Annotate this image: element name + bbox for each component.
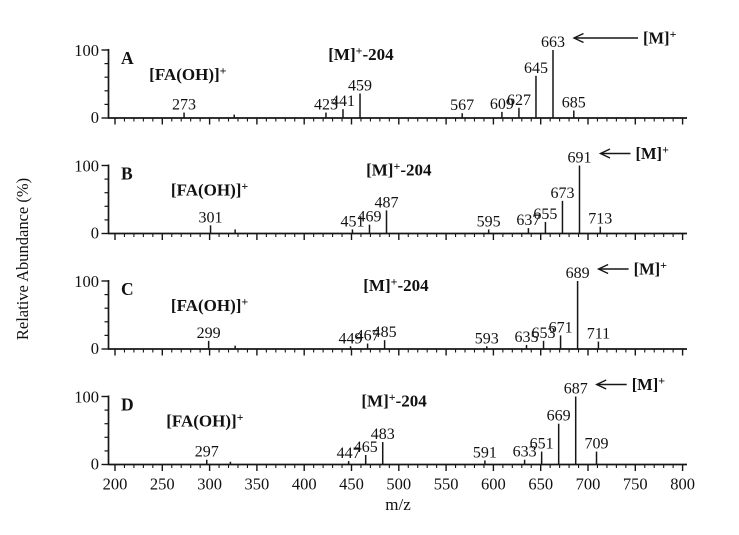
- spectrum-panel-A: [74, 27, 687, 127]
- peak-label-567: 567: [450, 97, 475, 115]
- molecular-ion-annotation: [M]+: [642, 27, 677, 48]
- peak-label-273: 273: [172, 96, 197, 114]
- peak-label-651: 651: [529, 435, 554, 453]
- panel-letter-B: B: [121, 163, 133, 184]
- molecular-ion-annotation: [M]+: [633, 258, 668, 279]
- peak-label-713: 713: [588, 210, 613, 228]
- m-minus-204-annotation: [M]+-204: [361, 390, 427, 411]
- panel-letter-A: A: [121, 48, 134, 68]
- peak-label-301: 301: [198, 209, 223, 227]
- x-tick-label-700: 700: [575, 474, 601, 494]
- peak-label-595: 595: [476, 213, 501, 231]
- molecular-ion-annotation: [M]+: [631, 373, 666, 394]
- peak-label-465: 465: [353, 438, 378, 456]
- peak-label-673: 673: [550, 184, 575, 202]
- peak-label-609: 609: [489, 95, 514, 113]
- peak-label-711: 711: [586, 325, 611, 343]
- fa-oh-annotation: [FA(OH)]+: [166, 410, 244, 431]
- x-tick-label-450: 450: [339, 474, 364, 494]
- peak-label-297: 297: [194, 443, 219, 461]
- fa-oh-annotation: [FA(OH)]+: [149, 63, 227, 84]
- peak-label-449: 449: [338, 330, 363, 348]
- peak-label-653: 653: [531, 324, 556, 342]
- y-tick-label-100: 100: [74, 272, 99, 291]
- peak-label-593: 593: [474, 330, 499, 348]
- spectrum-panel-B: [74, 143, 687, 243]
- peak-label-299: 299: [196, 324, 221, 342]
- fa-oh-annotation: [FA(OH)]+: [170, 294, 249, 315]
- peak-label-685: 685: [561, 94, 586, 112]
- peak-label-655: 655: [533, 205, 558, 223]
- m-minus-204-annotation: [M]+-204: [366, 159, 432, 180]
- peak-label-467: 467: [355, 327, 380, 345]
- y-tick-label-100: 100: [74, 387, 99, 407]
- peak-label-627: 627: [506, 91, 531, 109]
- peak-label-441: 441: [330, 93, 355, 111]
- peak-label-591: 591: [472, 444, 497, 462]
- peak-label-451: 451: [340, 213, 365, 231]
- x-tick-label-350: 350: [244, 474, 270, 494]
- peak-label-669: 669: [546, 407, 571, 425]
- peak-label-645: 645: [523, 59, 548, 77]
- x-axis-title: m/z: [385, 495, 411, 514]
- x-tick-label-600: 600: [481, 474, 506, 494]
- peak-label-671: 671: [548, 319, 573, 337]
- molecular-ion-annotation: [M]+: [635, 142, 669, 163]
- x-tick-label-250: 250: [149, 474, 175, 494]
- x-tick-label-650: 650: [528, 474, 554, 494]
- peak-label-687: 687: [563, 380, 588, 398]
- y-tick-label-0: 0: [90, 223, 99, 243]
- peak-label-637: 637: [516, 212, 541, 230]
- peak-label-469: 469: [357, 208, 382, 226]
- peak-label-447: 447: [336, 445, 361, 463]
- m-minus-204-annotation: [M]+-204: [363, 274, 429, 295]
- peak-label-709: 709: [584, 435, 609, 453]
- peak-label-663: 663: [540, 34, 565, 51]
- x-tick-label-300: 300: [197, 474, 222, 494]
- peak-label-487: 487: [374, 194, 399, 212]
- peak-label-485: 485: [372, 324, 397, 342]
- peak-label-423: 423: [313, 96, 338, 114]
- x-tick-label-800: 800: [670, 474, 695, 494]
- peak-label-691: 691: [567, 149, 592, 167]
- y-axis-title: Relative Abundance (%): [13, 177, 32, 341]
- y-tick-label-0: 0: [90, 108, 99, 127]
- spectrum-panel-D: [74, 374, 695, 494]
- peak-label-633: 633: [512, 443, 537, 461]
- x-tick-label-400: 400: [291, 474, 317, 494]
- peak-label-689: 689: [565, 265, 590, 282]
- x-tick-label-500: 500: [386, 474, 412, 494]
- peak-label-459: 459: [348, 77, 373, 95]
- peak-label-483: 483: [370, 426, 395, 444]
- fa-oh-annotation: [FA(OH)]+: [170, 179, 249, 200]
- x-tick-label-750: 750: [622, 474, 648, 494]
- x-tick-label-550: 550: [433, 474, 459, 494]
- y-tick-label-100: 100: [74, 41, 99, 60]
- panel-letter-D: D: [121, 394, 134, 415]
- y-tick-label-0: 0: [90, 339, 99, 358]
- panel-letter-C: C: [121, 279, 134, 299]
- x-tick-label-200: 200: [102, 474, 128, 494]
- m-minus-204-annotation: [M]+-204: [328, 43, 394, 64]
- peak-label-635: 635: [514, 328, 539, 346]
- y-tick-label-100: 100: [74, 156, 99, 176]
- spectrum-panel-C: [74, 258, 687, 358]
- y-tick-label-0: 0: [90, 454, 99, 474]
